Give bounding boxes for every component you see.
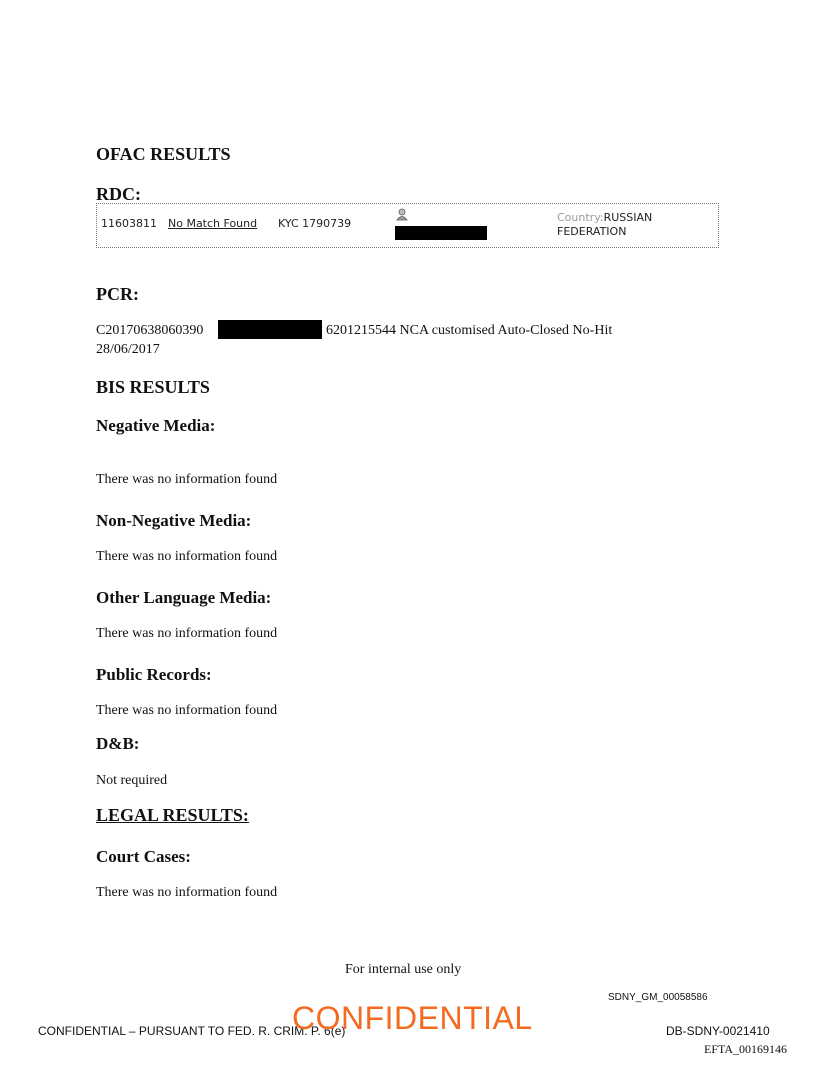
non-negative-media-text: There was no information found (96, 549, 278, 564)
rdc-result-row (96, 203, 719, 248)
legal-results-heading: LEGAL RESULTS: (96, 805, 249, 825)
internal-use-note: For internal use only (345, 962, 462, 977)
country-value-line1: RUSSIAN (603, 211, 653, 224)
court-cases-heading: Court Cases: (96, 847, 191, 866)
bates-efta: EFTA_00169146 (704, 1042, 788, 1056)
other-language-media-text: There was no information found (96, 626, 278, 641)
non-negative-media-heading: Non-Negative Media: (96, 511, 252, 530)
confidential-watermark: CONFIDENTIAL (292, 1000, 533, 1036)
bates-sdny-gm: SDNY_GM_00058586 (608, 992, 708, 1003)
person-icon (396, 208, 408, 221)
pcr-reference: C20170638060390 (96, 323, 204, 338)
dnb-text: Not required (96, 773, 168, 788)
pcr-redaction (218, 320, 322, 339)
ofac-results-heading: OFAC RESULTS (96, 144, 231, 164)
rdc-country (557, 211, 652, 239)
no-match-found-link[interactable]: No Match Found (168, 217, 258, 230)
country-label: Country: (557, 211, 604, 224)
bis-results-heading: BIS RESULTS (96, 377, 210, 397)
public-records-text: There was no information found (96, 703, 278, 718)
country-value-line2: FEDERATION (557, 225, 627, 238)
other-language-media-heading: Other Language Media: (96, 588, 272, 607)
pcr-detail: 6201215544 NCA customised Auto-Closed No-Hit (326, 323, 613, 338)
rdc-heading: RDC: (96, 184, 141, 204)
public-records-heading: Public Records: (96, 665, 212, 684)
rdc-kyc-number: KYC 1790739 (278, 217, 352, 230)
bates-db-sdny: DB-SDNY-0021410 (666, 1024, 770, 1038)
rdc-id: 11603811 (101, 217, 157, 230)
dnb-heading: D&B: (96, 734, 140, 753)
negative-media-text: There was no information found (96, 472, 278, 487)
court-cases-text: There was no information found (96, 885, 278, 900)
pcr-heading: PCR: (96, 284, 139, 304)
negative-media-heading: Negative Media: (96, 416, 216, 435)
redacted-name (395, 226, 487, 240)
pcr-date: 28/06/2017 (96, 342, 160, 357)
confidential-notice: CONFIDENTIAL – PURSUANT TO FED. R. CRIM. P. 6(e) (38, 1024, 346, 1038)
